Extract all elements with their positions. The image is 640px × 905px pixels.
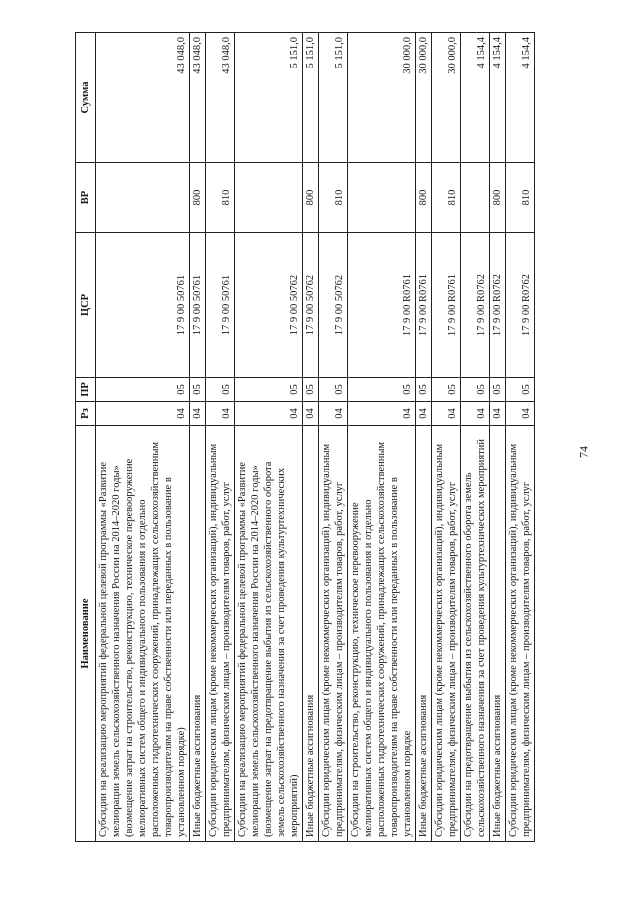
cell-vr bbox=[461, 163, 490, 233]
table-row bbox=[506, 33, 535, 842]
cell-csr: 17 9 00 R0762 bbox=[506, 233, 535, 378]
cell-name: Иные бюджетные ассигнования bbox=[190, 426, 206, 842]
cell-rz: 04 bbox=[416, 402, 432, 426]
cell-sum: 4 154,4 bbox=[506, 33, 535, 163]
col-header-rz: Рз bbox=[76, 402, 96, 426]
cell-sum: 43 048,0 bbox=[96, 33, 190, 163]
table-row bbox=[348, 33, 416, 842]
cell-sum: 43 048,0 bbox=[206, 33, 235, 163]
cell-sum: 43 048,0 bbox=[190, 33, 206, 163]
cell-sum: 5 151,0 bbox=[319, 33, 348, 163]
cell-csr: 17 9 00 R0762 bbox=[461, 233, 490, 378]
cell-pr: 05 bbox=[506, 378, 535, 402]
table-row bbox=[416, 33, 432, 842]
cell-vr bbox=[235, 163, 303, 233]
cell-vr: 810 bbox=[206, 163, 235, 233]
cell-csr: 17 9 00 R0761 bbox=[432, 233, 461, 378]
table-row bbox=[235, 33, 303, 842]
cell-pr: 05 bbox=[235, 378, 303, 402]
col-header-csr: ЦСР bbox=[76, 233, 96, 378]
table-row bbox=[206, 33, 235, 842]
cell-sum: 30 000,0 bbox=[432, 33, 461, 163]
cell-name: Субсидии на строительство, реконструкцию, техническое перевооружение мелиоративных систем общего и индивидуального пользования и отдельно расположенных гидротехнических сооружений, принадлежащих сельскохозяйственным товаропроизводителям на праве собственности или переданных в пользование в установленном порядке bbox=[348, 426, 416, 842]
cell-csr: 17 9 00 50761 bbox=[190, 233, 206, 378]
cell-sum: 4 154,4 bbox=[461, 33, 490, 163]
cell-name: Иные бюджетные ассигнования bbox=[490, 426, 506, 842]
cell-rz: 04 bbox=[303, 402, 319, 426]
cell-csr: 17 9 00 50762 bbox=[235, 233, 303, 378]
cell-name: Субсидии на реализацию мероприятий федеральной целевой программы «Развитие мелиорации земель сельскохозяйственного назначения России на 2014–2020 годы» (возмещение затрат на строительство, реконструкцию, техническое перевооружение мелиоративных систем общего и индивидуального пользования и отдельно расположенных гидротехнических сооружений, принадлежащих сельскохозяйственным товаропроизводителям на праве собственности или переданных в пользование в установленном порядке) bbox=[96, 426, 190, 842]
budget-table bbox=[75, 32, 535, 842]
col-header-sum: Сумма bbox=[76, 33, 96, 163]
cell-vr: 800 bbox=[190, 163, 206, 233]
cell-csr: 17 9 00 50761 bbox=[206, 233, 235, 378]
cell-rz: 04 bbox=[348, 402, 416, 426]
cell-pr: 05 bbox=[190, 378, 206, 402]
cell-name: Субсидии на предотвращение выбытия из сельскохозяйственного оборота земель сельскохозяйственного назначения за счет проведения культуртехнических мероприятий bbox=[461, 426, 490, 842]
cell-name: Субсидии юридическим лицам (кроме некоммерческих организаций), индивидуальным предпринимателям, физическим лицам – производителям товаров, работ, услуг bbox=[206, 426, 235, 842]
cell-pr: 05 bbox=[96, 378, 190, 402]
table-row bbox=[303, 33, 319, 842]
cell-pr: 05 bbox=[319, 378, 348, 402]
cell-pr: 05 bbox=[348, 378, 416, 402]
cell-csr: 17 9 00 50762 bbox=[303, 233, 319, 378]
cell-csr: 17 9 00 R0761 bbox=[416, 233, 432, 378]
cell-csr: 17 9 00 50761 bbox=[96, 233, 190, 378]
cell-vr bbox=[96, 163, 190, 233]
cell-pr: 05 bbox=[416, 378, 432, 402]
cell-rz: 04 bbox=[96, 402, 190, 426]
col-header-vr: ВР bbox=[76, 163, 96, 233]
cell-vr: 800 bbox=[416, 163, 432, 233]
cell-csr: 17 9 00 R0762 bbox=[490, 233, 506, 378]
cell-name: Субсидии юридическим лицам (кроме некоммерческих организаций), индивидуальным предпринимателям, физическим лицам – производителям товаров, работ, услуг bbox=[432, 426, 461, 842]
cell-rz: 04 bbox=[319, 402, 348, 426]
cell-rz: 04 bbox=[506, 402, 535, 426]
cell-rz: 04 bbox=[206, 402, 235, 426]
cell-rz: 04 bbox=[432, 402, 461, 426]
cell-name: Субсидии юридическим лицам (кроме некоммерческих организаций), индивидуальным предпринимателям, физическим лицам – производителям товаров, работ, услуг bbox=[319, 426, 348, 842]
cell-sum: 4 154,4 bbox=[490, 33, 506, 163]
cell-sum: 5 151,0 bbox=[235, 33, 303, 163]
cell-pr: 05 bbox=[432, 378, 461, 402]
table-row bbox=[432, 33, 461, 842]
cell-pr: 05 bbox=[461, 378, 490, 402]
table-row bbox=[319, 33, 348, 842]
cell-pr: 05 bbox=[206, 378, 235, 402]
cell-rz: 04 bbox=[461, 402, 490, 426]
cell-csr: 17 9 00 50762 bbox=[319, 233, 348, 378]
cell-name: Иные бюджетные ассигнования bbox=[303, 426, 319, 842]
cell-vr: 800 bbox=[303, 163, 319, 233]
cell-rz: 04 bbox=[190, 402, 206, 426]
cell-vr: 810 bbox=[319, 163, 348, 233]
cell-vr: 800 bbox=[490, 163, 506, 233]
cell-pr: 05 bbox=[303, 378, 319, 402]
cell-name: Субсидии юридическим лицам (кроме некоммерческих организаций), индивидуальным предпринимателям, физическим лицам – производителям товаров, работ, услуг bbox=[506, 426, 535, 842]
table-row bbox=[96, 33, 190, 842]
cell-rz: 04 bbox=[235, 402, 303, 426]
cell-name: Иные бюджетные ассигнования bbox=[416, 426, 432, 842]
table-row bbox=[461, 33, 490, 842]
cell-sum: 30 000,0 bbox=[348, 33, 416, 163]
cell-pr: 05 bbox=[490, 378, 506, 402]
rotated-content bbox=[75, 33, 598, 842]
table-row bbox=[490, 33, 506, 842]
page-number: 74 bbox=[576, 446, 591, 458]
cell-vr: 810 bbox=[506, 163, 535, 233]
table-header-row bbox=[76, 33, 96, 842]
col-header-name: Наименование bbox=[76, 426, 96, 842]
table-row bbox=[190, 33, 206, 842]
cell-vr bbox=[348, 163, 416, 233]
cell-name: Субсидии на реализацию мероприятий федеральной целевой программы «Развитие мелиорации земель сельскохозяйственного назначения России на 2014–2020 годы» (возмещение затрат на предотвращение выбытия из сельскохозяйственного оборота земель сельскохозяйственного назначения за счет проведения культуртехнических мероприятий) bbox=[235, 426, 303, 842]
cell-vr: 810 bbox=[432, 163, 461, 233]
cell-rz: 04 bbox=[490, 402, 506, 426]
cell-csr: 17 9 00 R0761 bbox=[348, 233, 416, 378]
col-header-pr: ПР bbox=[76, 378, 96, 402]
cell-sum: 30 000,0 bbox=[416, 33, 432, 163]
cell-sum: 5 151,0 bbox=[303, 33, 319, 163]
